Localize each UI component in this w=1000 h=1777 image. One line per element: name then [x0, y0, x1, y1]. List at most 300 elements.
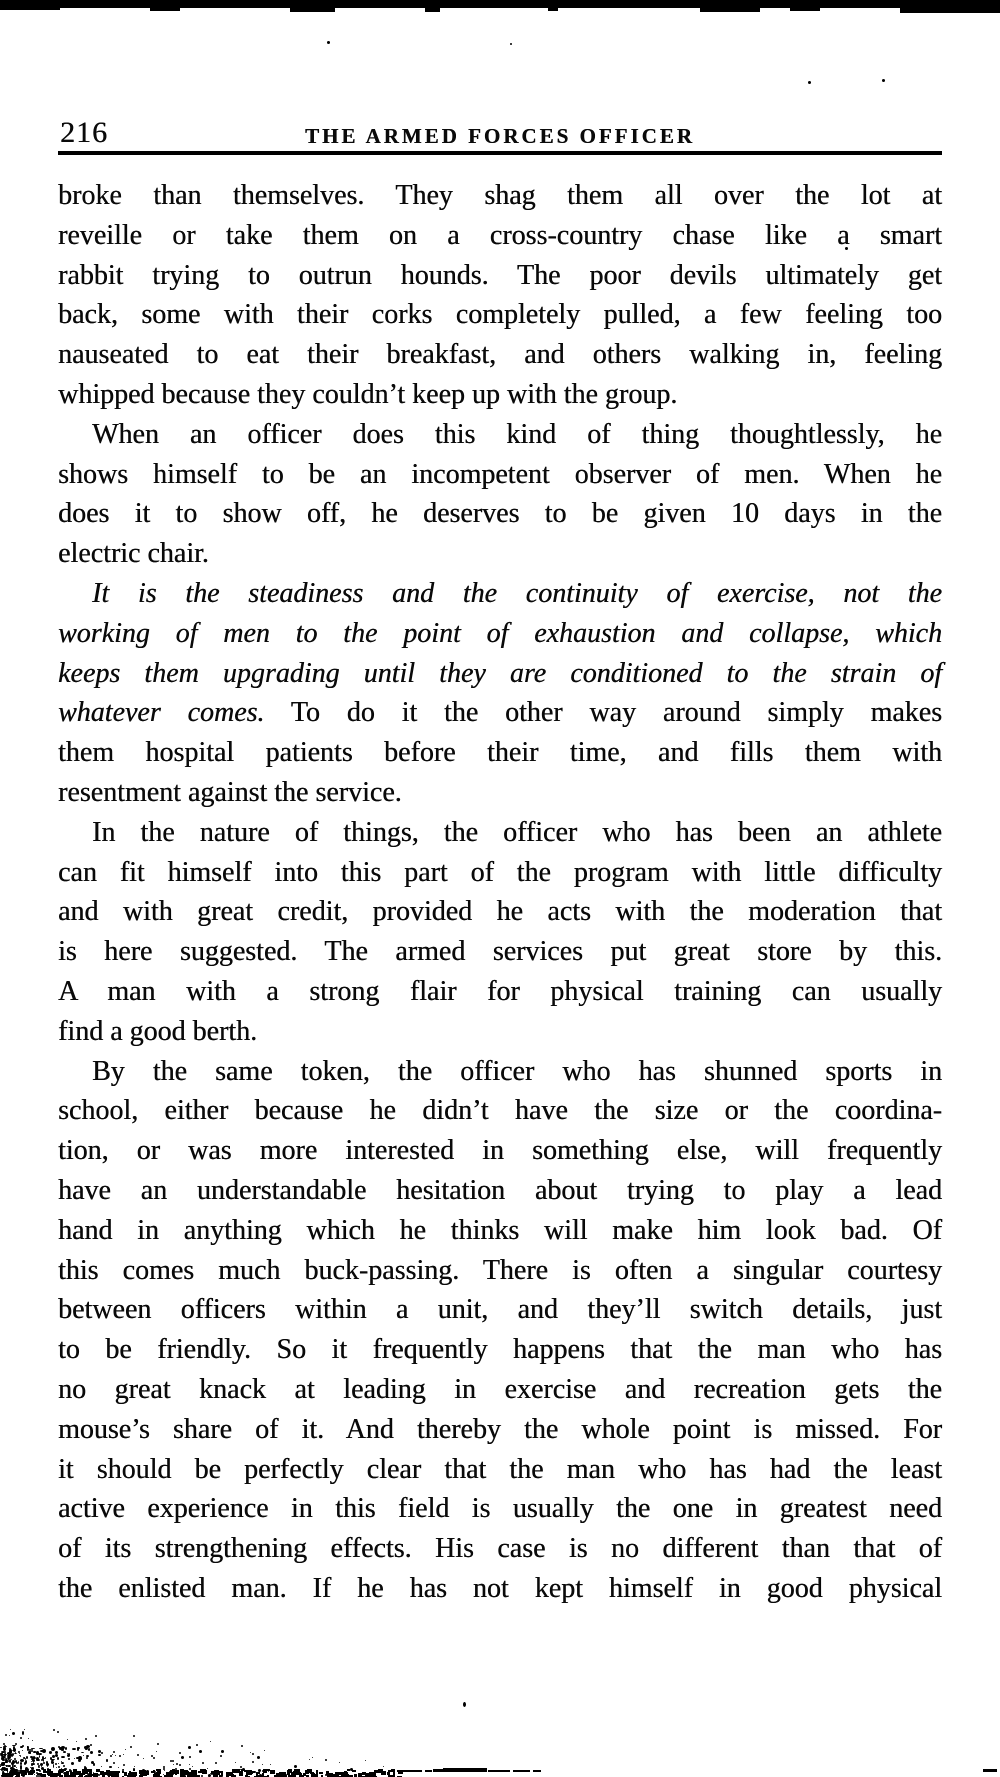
scan-speck [20, 1755, 21, 1757]
scan-speck [7, 1755, 9, 1757]
scan-speck [369, 1772, 375, 1775]
scan-speck [31, 1750, 33, 1752]
scan-speck [118, 1767, 119, 1768]
scan-speck [246, 1770, 251, 1775]
text-segment: to be friendly. So it frequently happens that the man who has [58, 1334, 942, 1366]
scan-speck [358, 1773, 362, 1777]
text-line [58, 1370, 942, 1410]
scan-speck [54, 1773, 59, 1776]
scan-speck [214, 1770, 218, 1773]
scan-speck [140, 1770, 146, 1773]
scan-speck [6, 1768, 8, 1771]
scan-speck [10, 1767, 14, 1769]
scan-speck [239, 1771, 243, 1775]
scan-speck [157, 1743, 159, 1745]
scan-speck [17, 1771, 18, 1772]
scan-speck [22, 1760, 23, 1761]
scan-speck [1, 1755, 4, 1757]
scan-speck [221, 1750, 224, 1753]
scan-speck [2, 1772, 5, 1776]
text-segment: of its strengthening effects. His case is no different than that of [58, 1533, 942, 1565]
scan-speck [50, 1757, 52, 1760]
scan-speck [20, 1762, 22, 1765]
text-line [58, 1211, 942, 1251]
scan-speck [146, 1775, 147, 1776]
scan-speck [86, 1769, 92, 1772]
text-segment: nauseated to eat their breakfast, and others walking in, feeling [58, 339, 942, 371]
scan-speck [210, 1741, 211, 1742]
text-line [58, 574, 942, 614]
scan-speck [32, 1759, 35, 1762]
scan-speck [256, 1772, 260, 1774]
scan-speck [463, 1702, 466, 1707]
scan-speck [335, 1772, 338, 1775]
scan-speck [43, 1759, 44, 1762]
scan-speck [283, 1772, 286, 1776]
scan-speck [53, 1749, 54, 1750]
scan-speck [86, 1757, 88, 1759]
scan-speck [5, 1759, 8, 1763]
scan-speck [30, 1756, 33, 1758]
scan-speck [8, 1761, 9, 1762]
scan-speck [8, 1755, 11, 1759]
scan-speck [15, 1752, 16, 1754]
scan-speck [124, 1772, 126, 1776]
scan-speck [25, 1773, 26, 1774]
scan-speck [13, 1748, 16, 1752]
scan-speck [61, 1746, 65, 1749]
scan-speck [285, 1774, 287, 1776]
scan-speck [200, 1769, 206, 1773]
scan-speck [181, 1771, 186, 1774]
scan-speck [3, 1747, 6, 1751]
scan-speck [68, 1753, 70, 1756]
scan-speck [107, 1775, 108, 1776]
scan-speck [52, 1755, 55, 1758]
scan-speck [20, 1770, 26, 1773]
scan-speck [15, 1772, 20, 1775]
scan-speck [9, 1759, 11, 1763]
scan-speck [32, 1757, 36, 1759]
scan-speck [82, 1771, 85, 1775]
scan-speck [30, 1753, 31, 1754]
scan-speck [89, 1772, 91, 1774]
scan-speck [8, 1775, 9, 1776]
text-line [58, 693, 942, 733]
scan-speck [85, 1748, 87, 1750]
scan-speck [84, 1766, 86, 1768]
scan-speck [12, 1760, 15, 1764]
scan-speck [309, 1759, 310, 1760]
scan-speck [7, 1752, 11, 1755]
scan-speck [58, 1763, 59, 1764]
scan-speck [808, 81, 811, 84]
scan-speck [3, 1759, 5, 1761]
scan-speck [106, 1759, 108, 1761]
scan-speck [232, 1769, 236, 1773]
scan-speck [258, 1769, 261, 1772]
scan-speck [87, 1775, 88, 1776]
scan-speck [1, 1775, 2, 1776]
scan-line-segment [400, 1770, 422, 1772]
scan-speck [276, 1773, 282, 1777]
scan-speck [37, 1763, 39, 1765]
text-segment: is here suggested. The armed services put great store by this. [58, 936, 942, 968]
scan-speck [2, 1771, 4, 1773]
scan-speck [339, 1762, 340, 1763]
scan-speck [294, 1769, 300, 1772]
scan-speck [88, 1774, 94, 1776]
scan-speck [56, 1775, 57, 1776]
scan-speck [78, 1756, 82, 1760]
scan-speck [1, 1751, 5, 1753]
scan-speck [89, 1770, 92, 1775]
scan-speck [140, 1772, 146, 1776]
scan-speck [42, 1756, 44, 1760]
scan-speck [378, 1769, 383, 1773]
scan-speck [173, 1764, 174, 1765]
scan-speck [67, 1754, 70, 1757]
scan-speck [11, 1762, 14, 1765]
scan-speck [175, 1770, 177, 1774]
scan-speck [91, 1761, 94, 1764]
scan-speck [18, 1770, 20, 1772]
scan-speck [311, 1773, 315, 1776]
italic-text-segment: working of men to the point of exhaustion and collapse, which [58, 617, 942, 649]
scan-speck [0, 1764, 2, 1766]
scan-speck [24, 1757, 25, 1759]
scan-speck [211, 1771, 215, 1774]
scan-speck [7, 1753, 10, 1754]
scan-speck [308, 1770, 312, 1773]
scan-speck [142, 1772, 147, 1776]
scan-speck [393, 1772, 395, 1777]
scan-speck [381, 1771, 386, 1775]
scan-speck [2, 1756, 5, 1759]
scan-speck [32, 1767, 34, 1770]
scan-speck [310, 1772, 314, 1774]
scan-speck [5, 1773, 7, 1775]
scan-speck [11, 1769, 17, 1774]
scan-speck [365, 1773, 370, 1776]
scan-speck [8, 1774, 10, 1776]
scan-speck [12, 1745, 16, 1746]
scan-speck [282, 1773, 285, 1777]
scan-speck [6, 1769, 7, 1770]
scan-speck [181, 1769, 182, 1770]
scan-speck [15, 1773, 17, 1775]
scan-speck [20, 1766, 22, 1770]
scan-speck [175, 1768, 177, 1770]
scan-speck [77, 1747, 79, 1751]
scan-speck [110, 1766, 112, 1768]
scan-speck [202, 1770, 207, 1774]
scan-speck [176, 1770, 179, 1774]
scan-speck [6, 1746, 7, 1747]
scan-speck [2, 1773, 7, 1777]
scan-speck [41, 1766, 42, 1767]
scan-speck [0, 1766, 1, 1767]
scan-speck [186, 1772, 188, 1774]
scan-speck [305, 1770, 309, 1774]
scan-speck [7, 1773, 9, 1776]
scan-speck [352, 1770, 356, 1772]
scan-speck [108, 1771, 112, 1776]
scan-speck [240, 1766, 242, 1768]
scan-speck [194, 1772, 195, 1773]
scan-speck [65, 1773, 66, 1774]
scan-speck [325, 1774, 327, 1776]
scan-speck [233, 1775, 234, 1776]
scan-speck [170, 1773, 173, 1777]
scan-speck [154, 1775, 155, 1776]
scan-speck [61, 1749, 63, 1751]
scan-speck [154, 1771, 156, 1773]
scan-speck [218, 1771, 223, 1773]
scan-speck [51, 1761, 52, 1762]
scan-speck [12, 1750, 15, 1751]
scan-speck [344, 1771, 347, 1776]
scan-speck [38, 1766, 39, 1767]
scan-speck [106, 1771, 110, 1775]
scan-speck [1, 1768, 2, 1769]
scan-speck [163, 1774, 164, 1775]
scan-speck [216, 1772, 217, 1773]
scan-speck [30, 1772, 32, 1774]
scan-speck [156, 1772, 160, 1776]
scan-speck [13, 1746, 15, 1750]
scan-speck [57, 1731, 59, 1733]
scan-speck [48, 1775, 49, 1776]
scan-speck [2, 1767, 5, 1770]
scan-speck [90, 1744, 92, 1746]
scan-speck [25, 1768, 29, 1772]
scan-speck [1, 1769, 3, 1771]
scan-speck [12, 1772, 17, 1775]
scan-speck [25, 1773, 26, 1774]
scan-speck [11, 1753, 13, 1757]
scan-speck [0, 1755, 3, 1756]
scan-speck [53, 1773, 56, 1776]
scan-speck [52, 1774, 53, 1775]
scan-speck [3, 1748, 4, 1750]
scan-speck [24, 1762, 26, 1765]
scan-speck [5, 1773, 6, 1776]
scan-speck [102, 1772, 107, 1775]
text-segment: school, either because he didn’t have the size or the coordina- [58, 1095, 942, 1127]
scan-speck [27, 1746, 28, 1748]
scan-speck [172, 1770, 176, 1773]
scan-speck [180, 1773, 183, 1777]
scan-speck [20, 1759, 24, 1762]
scan-speck [1, 1775, 2, 1776]
scan-speck [4, 1754, 5, 1755]
scan-speck [189, 1768, 191, 1770]
scan-speck [75, 1771, 81, 1775]
scan-speck [101, 1752, 103, 1754]
scan-speck [84, 1767, 87, 1770]
scan-speck [64, 1772, 68, 1776]
scan-speck [242, 1775, 243, 1776]
scan-speck [173, 1774, 174, 1775]
scan-speck [44, 1770, 45, 1771]
scan-speck [374, 1773, 376, 1776]
scan-speck [49, 1751, 52, 1754]
italic-text-segment: keeps them upgrading until they are conditioned to the strain of [58, 657, 942, 689]
scan-speck [213, 1773, 215, 1776]
scan-speck [199, 1750, 202, 1753]
text-line [58, 853, 942, 893]
text-line [58, 1489, 942, 1529]
scan-speck [247, 1770, 252, 1775]
scan-speck [279, 1775, 280, 1776]
scan-speck [272, 1770, 273, 1771]
scan-speck [183, 1770, 188, 1775]
scan-speck [98, 1774, 99, 1775]
scan-speck [1, 1763, 4, 1766]
scan-speck [76, 1741, 77, 1742]
scan-speck [29, 1749, 31, 1750]
text-line [58, 494, 942, 534]
scan-speck [125, 1749, 126, 1750]
scan-speck [22, 1750, 23, 1751]
scan-speck [40, 1775, 41, 1776]
scan-speck [133, 1735, 135, 1737]
scan-speck [3, 1743, 5, 1745]
scan-speck [2, 1759, 4, 1761]
scan-speck [5, 1758, 7, 1760]
scan-speck [98, 1754, 101, 1756]
scan-speck [347, 1769, 350, 1771]
scan-speck [12, 1767, 13, 1769]
scan-speck [175, 1771, 177, 1775]
scan-speck [141, 1770, 145, 1775]
scan-speck [6, 1768, 8, 1770]
scan-speck [169, 1774, 171, 1776]
scan-speck [115, 1772, 119, 1774]
scan-speck [11, 1759, 12, 1760]
scan-speck [33, 1764, 34, 1765]
scan-speck [10, 1770, 14, 1773]
text-line [58, 892, 942, 932]
scan-speck [3, 1746, 5, 1748]
scan-speck [264, 1769, 270, 1771]
scan-speck [12, 1770, 13, 1771]
scan-edge-bump [0, 8, 60, 10]
scan-speck [88, 1748, 90, 1751]
scan-speck [11, 1752, 12, 1753]
scan-speck [144, 1771, 149, 1775]
scan-speck [10, 1767, 14, 1770]
scan-speck [123, 1754, 124, 1755]
scan-speck [0, 1769, 2, 1770]
scan-speck [214, 1772, 218, 1775]
scan-speck [84, 1746, 87, 1749]
scan-speck [20, 1765, 22, 1768]
scan-speck [7, 1774, 11, 1776]
scan-speck [7, 1757, 9, 1759]
scan-speck [22, 1745, 24, 1747]
text-line [58, 1569, 942, 1609]
scan-speck [34, 1751, 36, 1753]
scan-edge-bump [548, 8, 558, 11]
scan-speck [153, 1770, 155, 1773]
scan-speck [241, 1745, 243, 1747]
scan-speck [164, 1770, 165, 1771]
scan-speck [10, 1772, 11, 1773]
scan-speck [307, 1769, 312, 1772]
text-segment: does it to show off, he deserves to be given 10 days in the [58, 498, 942, 530]
scan-speck [252, 1753, 254, 1755]
text-segment: resentment against the service. [58, 776, 402, 808]
scan-speck [72, 1748, 76, 1750]
scan-speck [27, 1771, 29, 1773]
scan-speck [252, 1771, 255, 1773]
text-line [58, 1330, 942, 1370]
scan-edge-bump [790, 8, 820, 11]
scan-edge-bump [700, 8, 760, 12]
scan-speck [122, 1771, 124, 1773]
scan-speck [36, 1772, 38, 1774]
scan-edge-bump [900, 8, 1000, 13]
scan-speck [12, 1771, 13, 1772]
scan-speck [398, 1770, 403, 1774]
scan-speck [43, 1762, 45, 1764]
scan-speck [10, 1729, 11, 1730]
scan-speck [85, 1738, 87, 1740]
scan-speck [0, 1747, 2, 1748]
scan-speck [211, 1774, 212, 1775]
scan-speck [31, 1748, 33, 1750]
scan-speck [262, 1773, 264, 1777]
scan-speck [2, 1767, 3, 1768]
text-segment: and with great credit, provided he acts with the moderation that [58, 896, 942, 928]
scan-speck [270, 1770, 274, 1774]
scan-speck [83, 1773, 85, 1775]
scan-speck [25, 1767, 28, 1771]
scan-speck [193, 1772, 197, 1777]
scan-speck [14, 1768, 15, 1769]
scan-speck [53, 1764, 54, 1768]
scan-speck [110, 1755, 112, 1757]
scan-speck [78, 1759, 81, 1762]
text-line [58, 1052, 942, 1092]
scan-speck [12, 1762, 14, 1765]
text-segment: electric chair. [58, 538, 209, 570]
scan-speck [202, 1762, 204, 1764]
scan-speck [300, 1774, 301, 1775]
scan-speck [13, 1775, 14, 1776]
text-line [58, 972, 942, 1012]
scan-speck [10, 1773, 12, 1777]
scan-speck [242, 1768, 245, 1771]
scan-speck [510, 43, 512, 45]
scan-speck [0, 1766, 1, 1767]
text-line [58, 1091, 942, 1131]
scan-speck [170, 1760, 172, 1762]
scan-speck [4, 1745, 6, 1748]
scan-speck [172, 1760, 174, 1762]
scan-speck [250, 1752, 251, 1753]
scan-speck [2, 1762, 5, 1764]
scan-speck [157, 1769, 161, 1774]
scan-speck [12, 1764, 13, 1768]
scan-speck [43, 1769, 46, 1772]
text-line [58, 1131, 942, 1171]
scan-speck [39, 1748, 43, 1749]
scan-speck [10, 1751, 12, 1753]
scan-speck [361, 1773, 363, 1775]
